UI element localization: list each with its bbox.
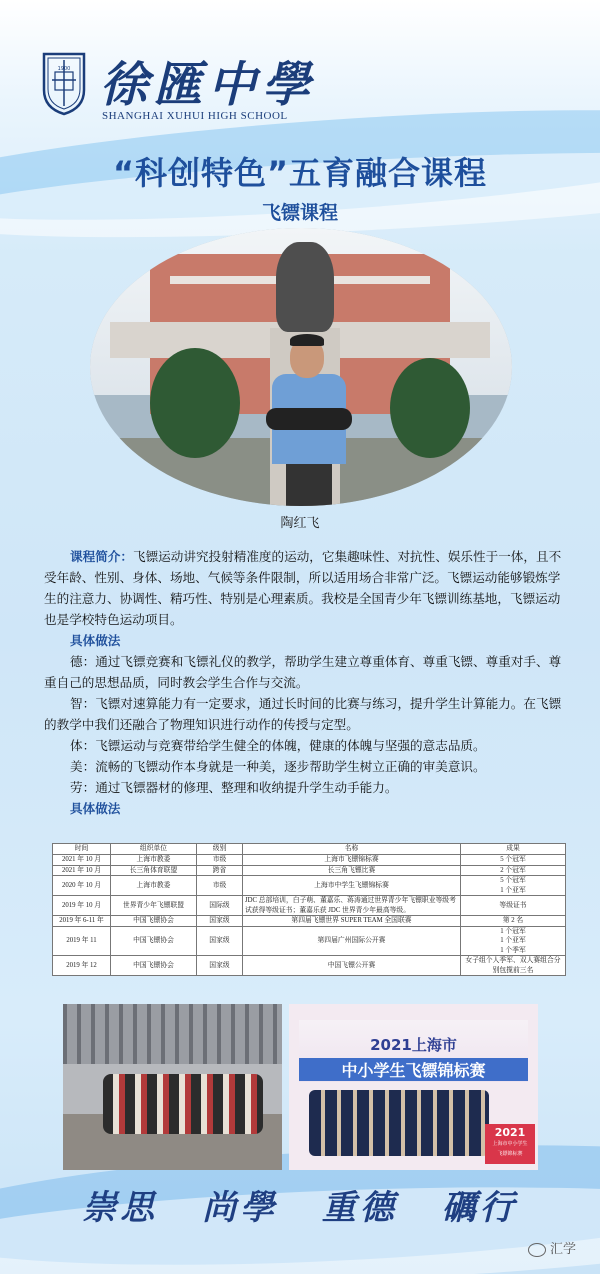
- intro-text: 飞镖运动讲究投射精准度的运动，它集趣味性、对抗性、娱乐性于一体，且不受年龄、性别、身体、场地、气候等条件限制，所以适用场合非常广泛。飞镖运动能够锻炼学生的注意力、协调性、精巧性、特别是心理素质。我校是全国青少年飞镖训练基地，飞镖运动也是学校特色运动项目。: [44, 549, 562, 627]
- table-row: [53, 876, 566, 896]
- cell-result: 2 个冠军: [461, 865, 566, 876]
- cell-org: 中国飞镖协会: [111, 956, 197, 976]
- school-name-cn: 徐匯中學: [100, 57, 317, 113]
- cell-level: 国家级: [197, 916, 243, 927]
- cell-level: 市级: [197, 855, 243, 866]
- practice-aesthetic: 美：流畅的飞镖动作本身就是一种美，逐步帮助学生树立正确的审美意识。: [70, 759, 486, 774]
- cell-level: 国际级: [197, 896, 243, 916]
- cell-result: 5 个冠军: [461, 855, 566, 866]
- cell-result: 女子组个人季军、双人赛组合分别包揽前三名: [461, 956, 566, 976]
- cell-result: 5 个冠军 1 个亚军: [461, 876, 566, 896]
- table-row: [53, 865, 566, 876]
- cell-name: 上海市中学生飞镖锦标赛: [243, 876, 461, 896]
- col-header-org: 组织单位: [111, 844, 197, 855]
- page-title: “科创特色”五育融合课程: [112, 154, 488, 192]
- table-heading: 具体做法: [70, 801, 121, 816]
- col-header-level: 级别: [197, 844, 243, 855]
- practice-intellect: 智：飞镖对速算能力有一定要求，通过长时间的比赛与练习，提升学生计算能力。在飞镖的教学中我们还融合了物理知识进行动作的传授与定型。: [44, 696, 562, 732]
- cell-org: 上海市教委: [111, 876, 197, 896]
- col-header-time: 时间: [53, 844, 111, 855]
- intro-label: 课程简介：: [70, 549, 133, 564]
- motto-word: 重德: [321, 1188, 398, 1228]
- cell-time: 2021 年 10 月: [53, 855, 111, 866]
- course-subtitle: 飞镖课程: [261, 202, 338, 224]
- cell-level: 国家级: [197, 956, 243, 976]
- cell-org: 长三角体育联盟: [111, 865, 197, 876]
- cell-time: 2019 年 11: [53, 926, 111, 956]
- photo-banner-line2: 中小学生飞镖锦标赛: [299, 1058, 528, 1081]
- photo-banner-line1: 2021上海市: [370, 1036, 457, 1054]
- cell-level: 国家级: [197, 926, 243, 956]
- photo-sign-line2: 上海市中小学生: [492, 1141, 528, 1147]
- cell-level: 跨省: [197, 865, 243, 876]
- cell-name: JDC 总部培训，白子萌、董嘉乐、蒋涛通过世界青少年飞镖职业等级考试获得等级证书；董嘉乐获 JDC 世界青少年最高等级。: [243, 896, 461, 916]
- cell-time: 2019 年 10 月: [53, 896, 111, 916]
- watermark-text: 汇学: [550, 1242, 577, 1257]
- cell-time: 2021 年 10 月: [53, 865, 111, 876]
- table-row: [53, 956, 566, 976]
- table-row: [53, 855, 566, 866]
- intro-paragraph: [44, 546, 562, 630]
- cell-name: 长三角飞镖比赛: [243, 865, 461, 876]
- motto-word: 崇思: [82, 1188, 159, 1228]
- table-row: [53, 896, 566, 916]
- table-row: [53, 926, 566, 956]
- cell-org: 中国飞镖协会: [111, 916, 197, 927]
- wechat-watermark: [528, 1238, 576, 1257]
- practice-heading: 具体做法: [70, 633, 121, 648]
- motto-word: 礪行: [441, 1188, 518, 1228]
- practice-labor: 劳：通过飞镖器材的修理、整理和收纳提升学生动手能力。: [70, 780, 398, 795]
- cell-result: 1 个冠军 1 个亚军 1 个季军: [461, 926, 566, 956]
- school-motto: [0, 1180, 600, 1229]
- teacher-name: 陶红飞: [280, 516, 320, 531]
- motto-word: 尚學: [202, 1188, 279, 1228]
- competition-photo-left: [63, 1004, 282, 1170]
- col-header-name: 名称: [243, 844, 461, 855]
- practice-physical: 体：飞镖运动与竞赛带给学生健全的体魄，健康的体魄与坚强的意志品质。: [70, 738, 486, 753]
- cell-name: 中国飞镖公开赛: [243, 956, 461, 976]
- cell-time: 2019 年 12: [53, 956, 111, 976]
- competition-photo-right: [289, 1004, 538, 1170]
- achievements-table: [52, 843, 565, 976]
- table-row: [53, 916, 566, 927]
- teacher-photo: [90, 228, 512, 506]
- cell-name: 第四届飞镖世界 SUPER TEAM 全国联赛: [243, 916, 461, 927]
- cell-org: 上海市教委: [111, 855, 197, 866]
- cell-result: 第 2 名: [461, 916, 566, 927]
- cell-time: 2019 年 6-11 年: [53, 916, 111, 927]
- photo-sign-line1: 2021: [494, 1126, 526, 1139]
- photo-sign-line3: 飞镖锦标赛: [497, 1151, 523, 1157]
- school-emblem-icon: [40, 50, 88, 116]
- course-content: [44, 546, 562, 819]
- school-name-en: SHANGHAI XUHUI HIGH SCHOOL: [102, 110, 288, 122]
- cell-org: 中国飞镖协会: [111, 926, 197, 956]
- table-header-row: [53, 844, 566, 855]
- col-header-result: 成果: [461, 844, 566, 855]
- cell-name: 第四届广州国际公开赛: [243, 926, 461, 956]
- cell-org: 世界青少年飞镖联盟: [111, 896, 197, 916]
- cell-name: 上海市飞镖锦标赛: [243, 855, 461, 866]
- wechat-icon: [528, 1243, 546, 1257]
- practice-moral: 德：通过飞镖竞赛和飞镖礼仪的教学，帮助学生建立尊重体育、尊重飞镖、尊重对手、尊重自己的思想品质，同时教会学生合作与交流。: [44, 654, 562, 690]
- cell-result: 等级证书: [461, 896, 566, 916]
- emblem-year: 1900: [57, 66, 71, 72]
- cell-level: 市级: [197, 876, 243, 896]
- cell-time: 2020 年 10 月: [53, 876, 111, 896]
